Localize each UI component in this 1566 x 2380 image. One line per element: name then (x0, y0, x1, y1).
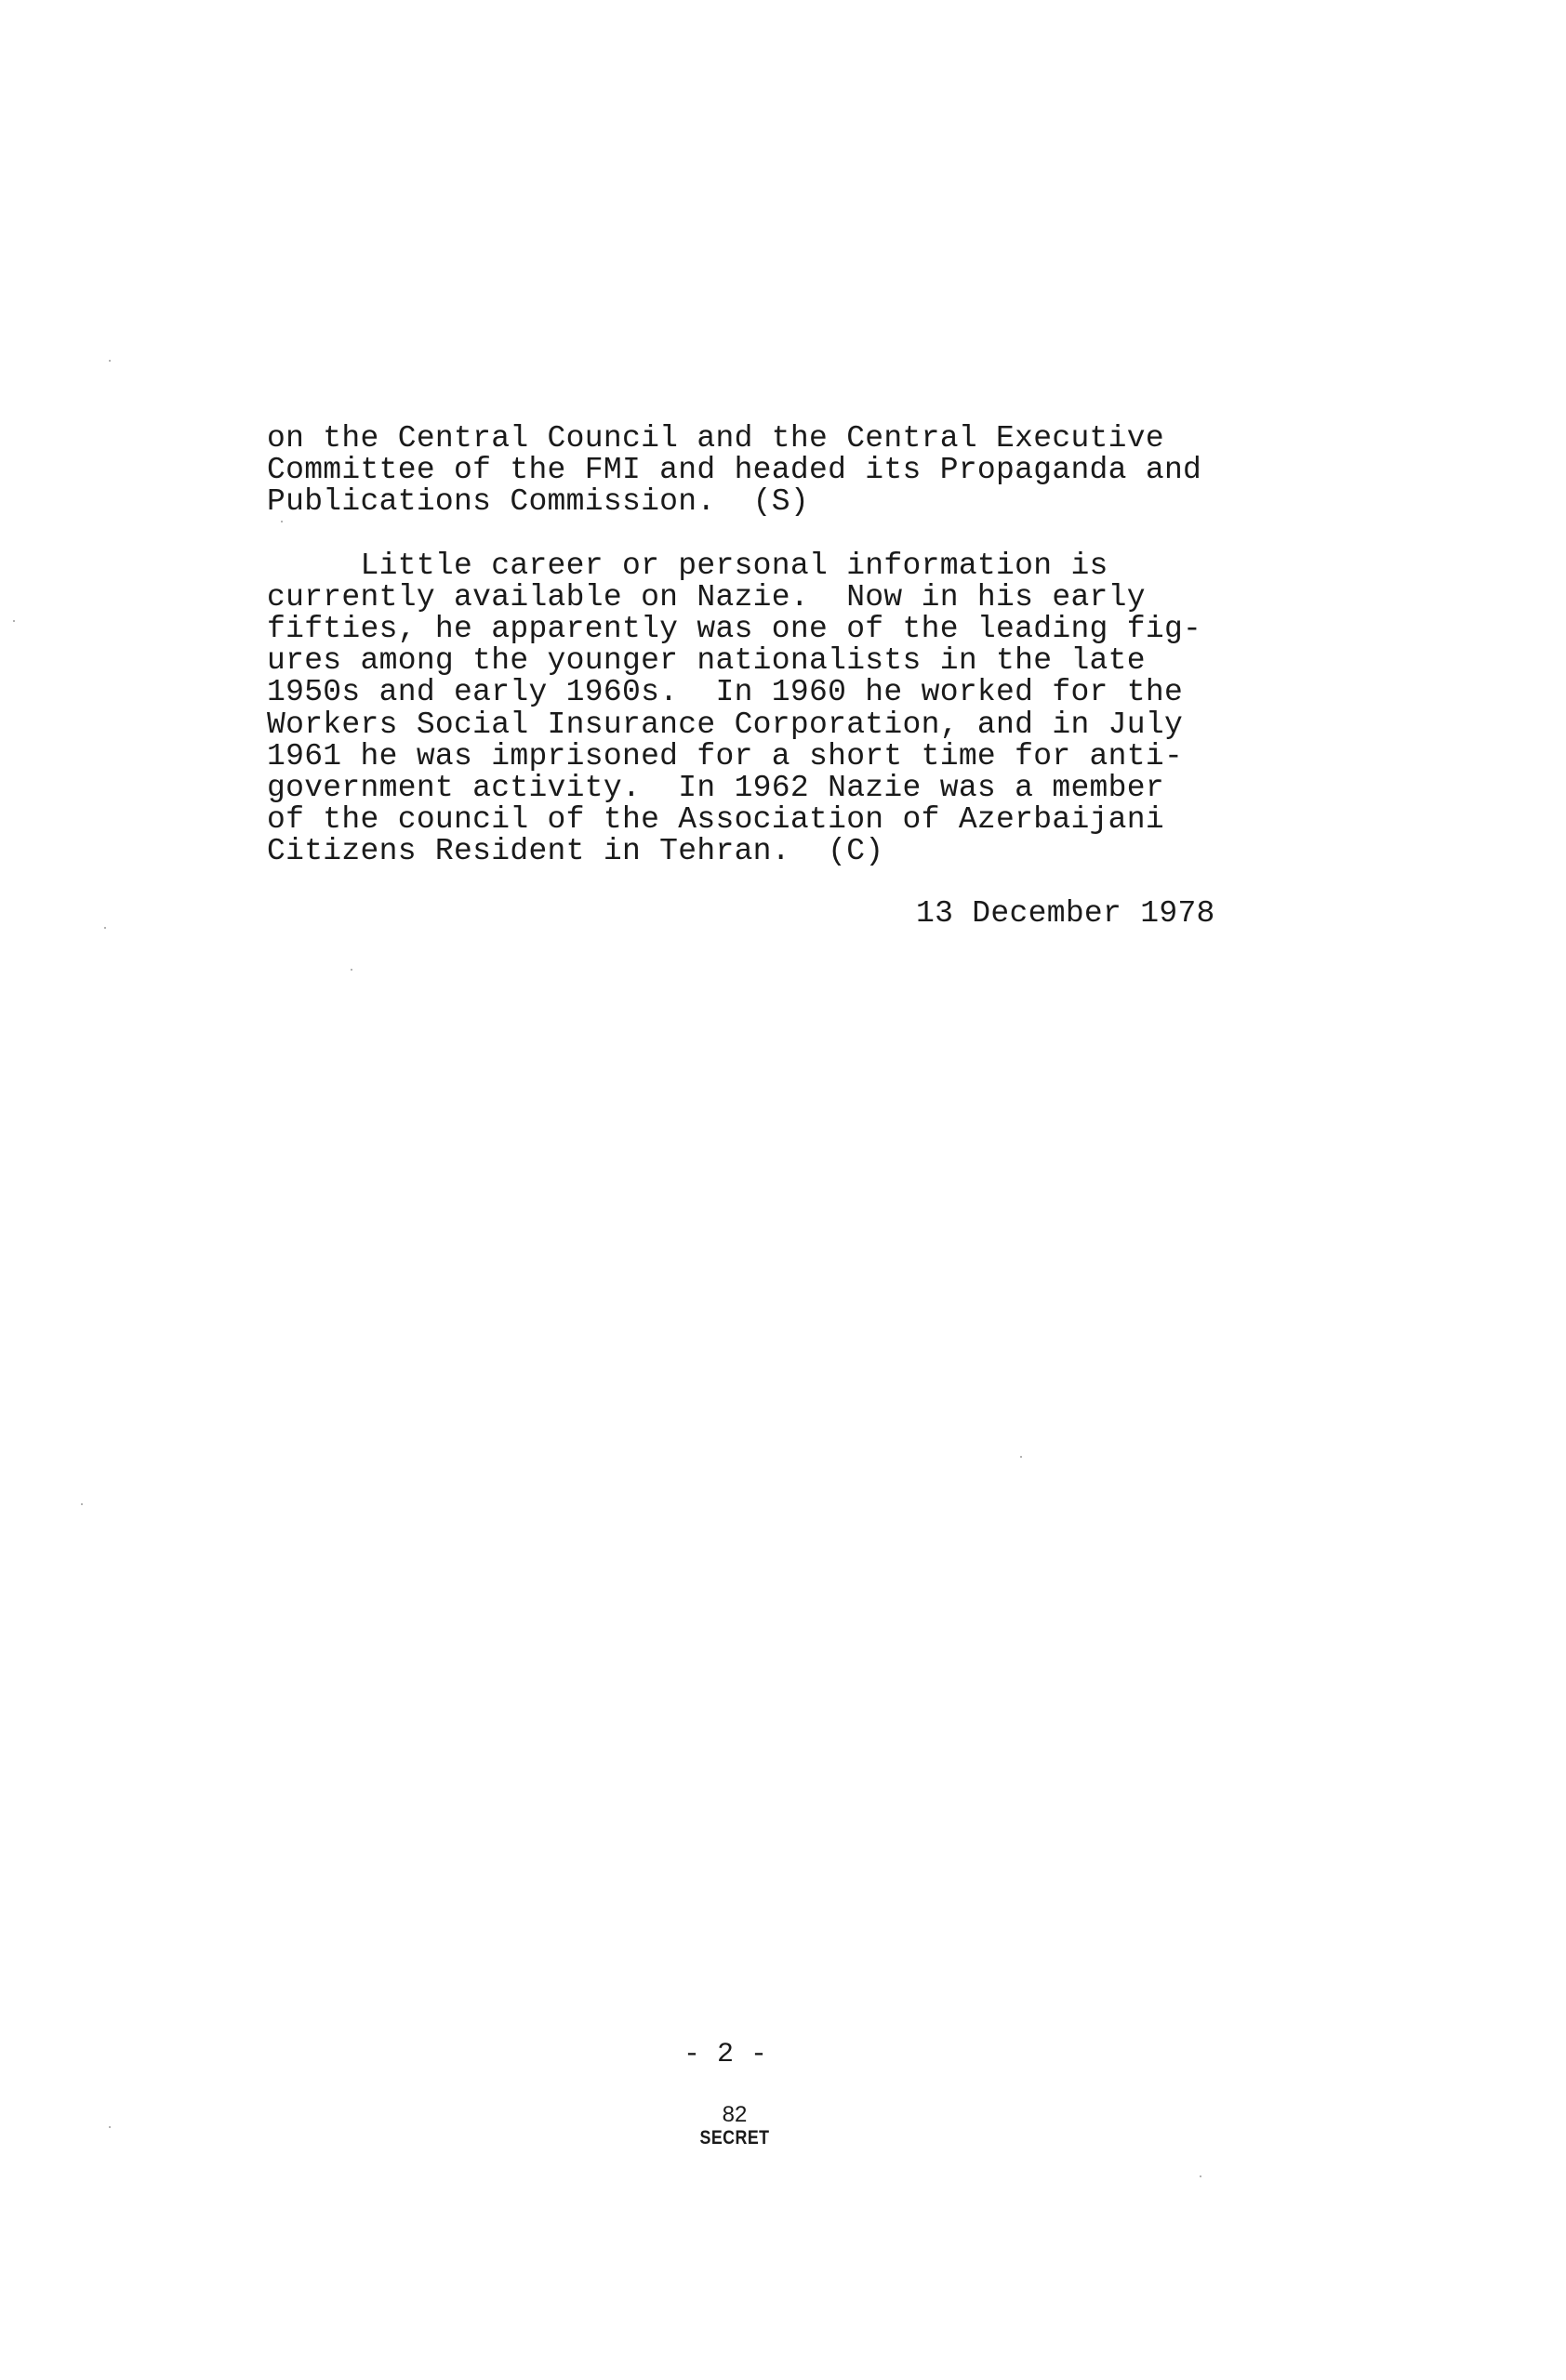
scan-speck (109, 2126, 111, 2128)
text-line: fifties, he apparently was one of the leading fig- (267, 612, 1202, 647)
document-body (267, 423, 1234, 868)
scan-speck (81, 1503, 83, 1505)
classification-marking: SECRET (699, 2127, 770, 2149)
document-date: 13 December 1978 (916, 896, 1215, 931)
text-line: 1950s and early 1960s. In 1960 he worked for the (267, 675, 1184, 710)
text-line: currently available on Nazie. Now in his early (267, 579, 1146, 615)
text-line: Workers Social Insurance Corporation, and in July (267, 707, 1184, 742)
text-line: Citizens Resident in Tehran. (C) (267, 834, 884, 869)
footer-page-number: 82 (722, 2102, 748, 2127)
text-line: Little career or personal information is (267, 548, 1108, 583)
scan-speck (1020, 1456, 1022, 1458)
scan-speck (351, 969, 352, 971)
scan-speck (281, 521, 283, 522)
scan-speck (1200, 2175, 1201, 2177)
text-line: ures among the younger nationalists in the late (267, 643, 1146, 679)
page-number: - 2 - (683, 2039, 768, 2070)
footer-stamp (688, 2103, 781, 2149)
text-line: Publications Commission. (S) (267, 484, 809, 520)
scan-speck (109, 360, 111, 362)
text-line: on the Central Council and the Central Executive (267, 421, 1164, 456)
paragraph-2 (267, 550, 1234, 868)
scan-speck (13, 620, 15, 622)
paragraph-1 (267, 423, 1234, 519)
scan-speck (104, 927, 106, 929)
text-line: of the council of the Association of Azerbaijani (267, 802, 1164, 838)
text-line: government activity. In 1962 Nazie was a member (267, 771, 1164, 806)
text-line: 1961 he was imprisoned for a short time for anti- (267, 738, 1184, 774)
text-line: Committee of the FMI and headed its Propaganda and (267, 453, 1202, 488)
